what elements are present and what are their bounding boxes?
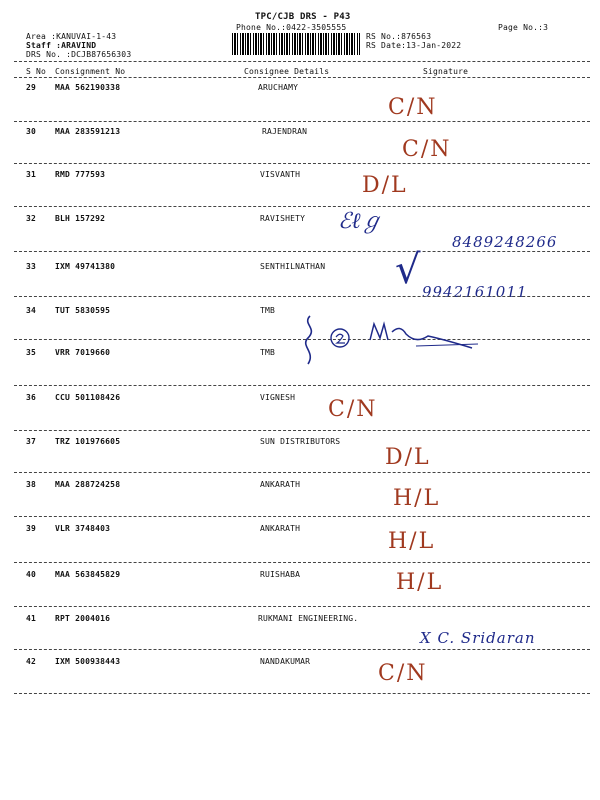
row-sno: 39 <box>26 524 37 533</box>
column-sno: S No <box>26 67 47 76</box>
column-divider <box>14 77 590 78</box>
row-signature: H/L <box>393 486 441 511</box>
row-consignee: RUKMANI ENGINEERING. <box>258 614 359 623</box>
row-consignee: RUISHABA <box>260 570 301 579</box>
staff-label: Staff :ARAVIND <box>26 41 97 50</box>
row-signature: D/L <box>362 173 408 198</box>
row-signature: H/L <box>388 529 436 554</box>
row-consignee: RAJENDRAN <box>262 127 308 136</box>
row-divider <box>14 693 590 694</box>
row-divider <box>14 516 590 517</box>
column-signature: Signature <box>423 67 469 76</box>
row-consignee: RAVISHETY <box>260 214 306 223</box>
row-signature: C/N <box>328 397 378 422</box>
row-divider <box>14 251 590 252</box>
row-signature: 8489248266 <box>452 233 558 251</box>
row-consignment: CCU 501108426 <box>55 393 121 402</box>
row-consignee: ARUCHAMY <box>258 83 299 92</box>
row-sno: 29 <box>26 83 37 92</box>
row-divider <box>14 385 590 386</box>
row-consignment: MAA 288724258 <box>55 480 121 489</box>
row-sno: 33 <box>26 262 37 271</box>
sheet-title: TPC/CJB DRS - P43 <box>255 12 351 22</box>
row-divider <box>14 121 590 122</box>
phone-number: Phone No.:0422-3505555 <box>236 23 347 32</box>
page-number: Page No.:3 <box>498 23 549 32</box>
row-sno: 41 <box>26 614 37 623</box>
row-consignee: TMB <box>260 348 276 357</box>
row-consignment: TRZ 101976605 <box>55 437 121 446</box>
row-signature: H/L <box>396 570 444 595</box>
row-divider <box>14 562 590 563</box>
row-consignment: VRR 7019660 <box>55 348 111 357</box>
row-divider <box>14 296 590 297</box>
row-sno: 40 <box>26 570 37 579</box>
row-divider <box>14 606 590 607</box>
row-divider <box>14 430 590 431</box>
row-consignee: ANKARATH <box>260 524 301 533</box>
row-consignee: SUN DISTRIBUTORS <box>260 437 341 446</box>
row-divider <box>14 206 590 207</box>
row-divider <box>14 163 590 164</box>
row-consignee: ANKARATH <box>260 480 301 489</box>
row-consignee: VIGNESH <box>260 393 296 402</box>
barcode <box>232 33 360 55</box>
row-signature: C/N <box>378 661 428 686</box>
row-sno: 36 <box>26 393 37 402</box>
row-consignment: RMD 777593 <box>55 170 106 179</box>
row-consignment: BLH 157292 <box>55 214 106 223</box>
row-consignment: VLR 3748403 <box>55 524 111 533</box>
row-sno: 31 <box>26 170 37 179</box>
row-sno: 35 <box>26 348 37 357</box>
row-signature: 9942161011 <box>422 283 528 301</box>
column-consignment: Consignment No <box>55 67 126 76</box>
row-consignee: VISVANTH <box>260 170 301 179</box>
row-signature: C/N <box>388 95 438 120</box>
row-consignment: MAA 562190338 <box>55 83 121 92</box>
drs-number: DRS No. :DCJB87656303 <box>26 50 132 59</box>
handwritten-scribble: ℰℓℊ <box>338 209 383 234</box>
row-signature: X C. Sridaran <box>420 629 536 647</box>
row-consignee: TMB <box>260 306 276 315</box>
row-divider <box>14 472 590 473</box>
row-consignment: IXM 49741380 <box>55 262 116 271</box>
row-sno: 38 <box>26 480 37 489</box>
row-consignment: RPT 2004016 <box>55 614 111 623</box>
row-consignment: MAA 563845829 <box>55 570 121 579</box>
row-signature: C/N <box>402 137 452 162</box>
row-sno: 42 <box>26 657 37 666</box>
row-consignment: IXM 500938443 <box>55 657 121 666</box>
row-signature: D/L <box>385 445 431 470</box>
row-sno: 34 <box>26 306 37 315</box>
rs-number: RS No.:876563 <box>366 32 432 41</box>
row-consignment: MAA 283591213 <box>55 127 121 136</box>
row-sno: 30 <box>26 127 37 136</box>
column-consignee: Consignee Details <box>244 67 330 76</box>
row-consignee: NANDAKUMAR <box>260 657 311 666</box>
row-sno: 37 <box>26 437 37 446</box>
handwritten-check-mark: √ <box>395 247 422 293</box>
row-consignment: TUT 5830595 <box>55 306 111 315</box>
row-sno: 32 <box>26 214 37 223</box>
row-divider <box>14 649 590 650</box>
signature-scribble-icon <box>296 310 486 374</box>
rs-date: RS Date:13-Jan-2022 <box>366 41 462 50</box>
header-divider <box>14 61 590 62</box>
row-consignee: SENTHILNATHAN <box>260 262 326 271</box>
area-label: Area :KANUVAI-1-43 <box>26 32 117 41</box>
